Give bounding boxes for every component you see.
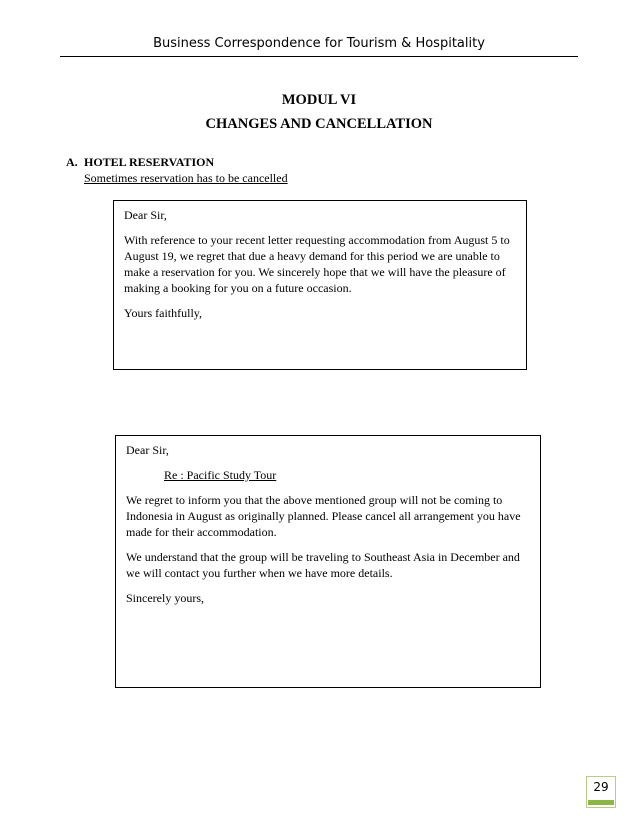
module-title: MODUL VI bbox=[281, 92, 357, 108]
letter-box-2 bbox=[115, 435, 541, 688]
letter2-closing: Sincerely yours, bbox=[126, 591, 204, 605]
module-subtitle: CHANGES AND CANCELLATION bbox=[205, 116, 433, 132]
section-subtitle: Sometimes reservation has to be cancelled bbox=[84, 171, 288, 185]
section-title: HOTEL RESERVATION bbox=[84, 155, 215, 169]
page-number-accent-bar bbox=[588, 800, 614, 805]
section-marker: A. bbox=[66, 155, 78, 169]
letter2-body-2: We understand that the group will be traveling to Southeast Asia in December and we will contact you further when we have more details. bbox=[126, 550, 520, 580]
section-heading bbox=[66, 155, 214, 170]
letter2-salutation: Dear Sir, bbox=[126, 443, 169, 457]
letter2-body-1: We regret to inform you that the above mentioned group will not be coming to Indonesia in August as originally planned. Please cancel all arrangement you have made for their accommodation. bbox=[126, 493, 521, 539]
letter1-closing: Yours faithfully, bbox=[124, 306, 203, 320]
letter1-body: With reference to your recent letter requesting accommodation from August 5 to August 19, we regret that due a heavy demand for this period we are unable to make a reservation for you. We sincerely hope that we will have the pleasure of making a booking for you on a future occasion. bbox=[124, 233, 510, 295]
page-number: 29 bbox=[593, 780, 609, 794]
letter2-reference: Re : Pacific Study Tour bbox=[164, 468, 277, 482]
letter1-salutation: Dear Sir, bbox=[124, 208, 167, 222]
header-divider bbox=[60, 56, 578, 57]
letter-box-1 bbox=[113, 200, 527, 370]
running-header: Business Correspondence for Tourism & Hospitality bbox=[153, 36, 485, 51]
